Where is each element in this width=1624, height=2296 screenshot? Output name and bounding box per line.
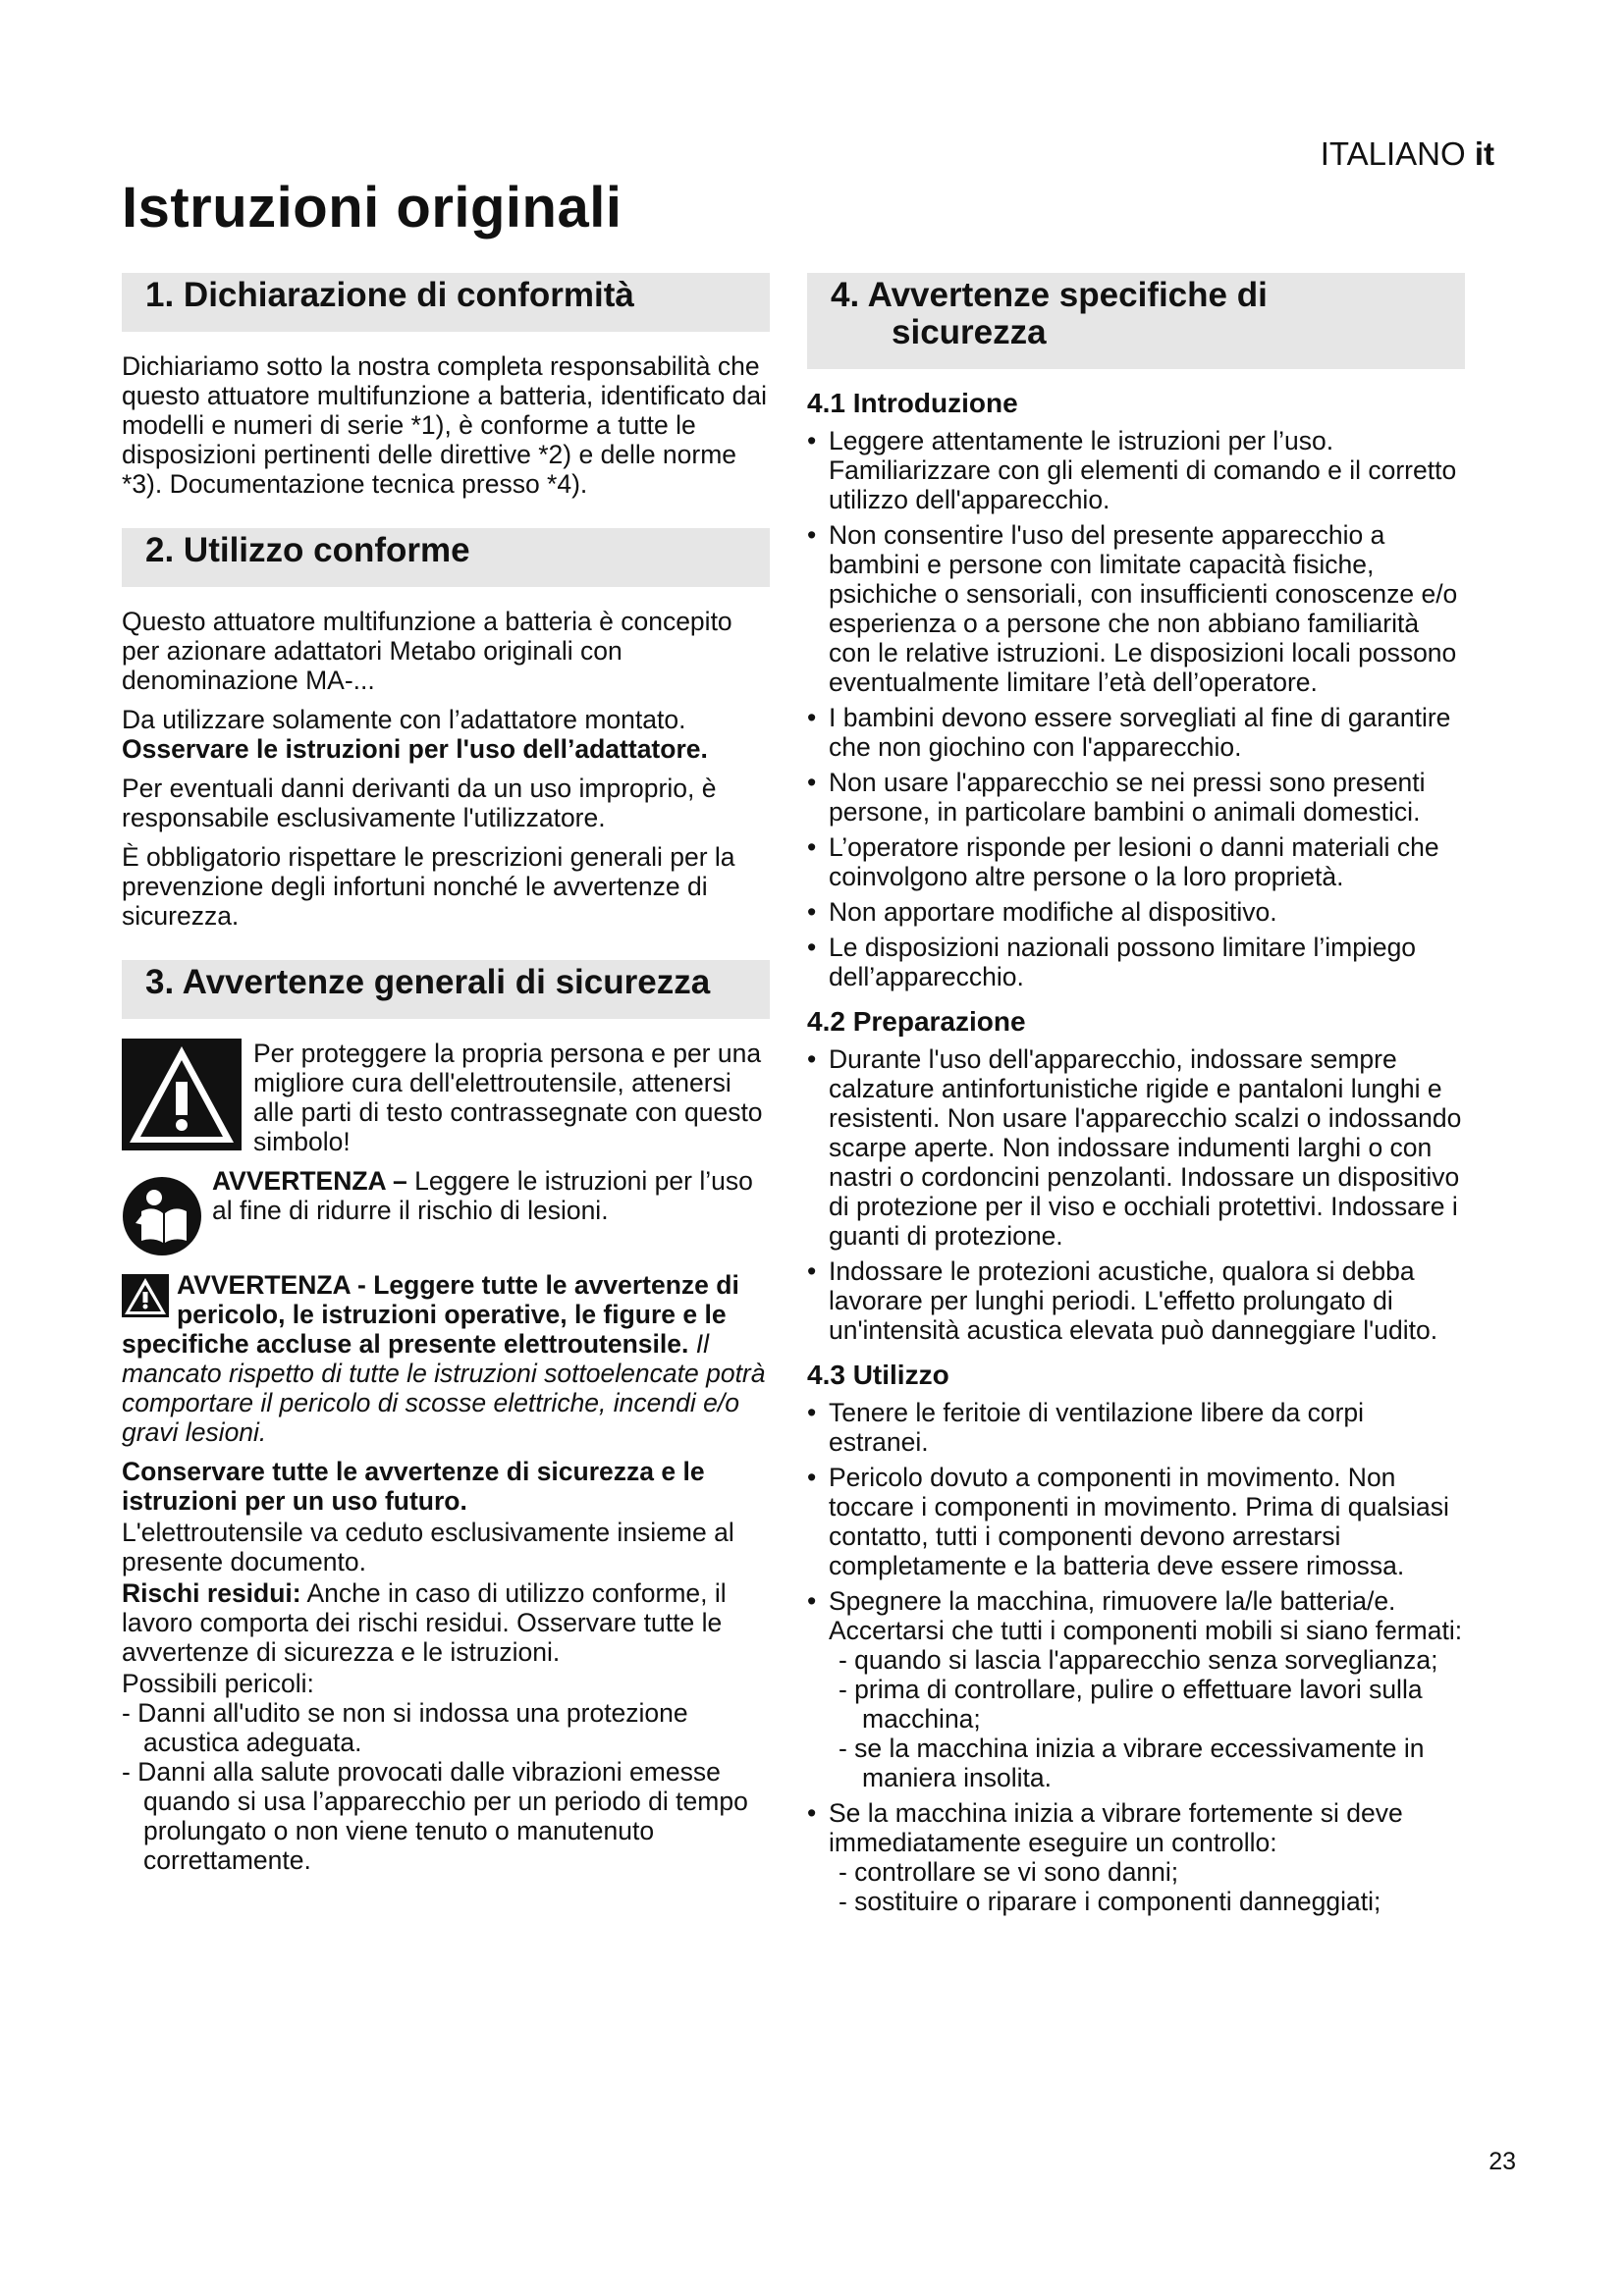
sub-list-item: - se la macchina inizia a vibrare eccessivamente in maniera insolita. bbox=[839, 1734, 1425, 1792]
list-item bbox=[807, 1798, 1465, 1916]
section-2-header: 2. Utilizzo conforme bbox=[122, 528, 770, 587]
adapter-instructions-note: Osservare le istruzioni per l'uso dell’adattatore. bbox=[122, 734, 708, 764]
sub-list-item: - prima di controllare, pulire o effettuare lavori sulla macchina; bbox=[839, 1675, 1423, 1734]
language-tag bbox=[1321, 135, 1494, 173]
sub-list-item: - quando si lascia l'apparecchio senza sorveglianza; bbox=[839, 1645, 1438, 1675]
page-number: 23 bbox=[1489, 2148, 1516, 2175]
read-all-warnings-italic: Il mancato rispetto di tutte le istruzioni sottoelencate potrà comportare il pericolo di scosse elettriche, incendi e/o gravi lesioni. bbox=[122, 1329, 766, 1447]
list-item: • Durante l'uso dell'apparecchio, indossare sempre calzature antinfortunistiche rigide e pantaloni lunghi e resistenti. Non usare l'apparecchio scalzi o indossando scarpe aperte. Non indossare indumenti larghi o con nastri o cordoncini penzolanti. Indossare un dispositivo di protezione per il viso e occhiali protettivi. Indossare i guanti di protezione. bbox=[807, 1044, 1465, 1251]
keep-instructions-bold: Conservare tutte le avvertenze di sicurezza e le istruzioni per un uso futuro. bbox=[122, 1457, 705, 1516]
warning-symbol-text: Per proteggere la propria persona e per una migliore cura dell'elettroutensile, attenersi alle parti di testo contrassegnate con questo simbolo! bbox=[253, 1039, 763, 1156]
warning-triangle-icon bbox=[122, 1039, 242, 1150]
subsection-4-1-title: 4.1 Introduzione bbox=[807, 388, 1018, 418]
section-3-header: 3. Avvertenze generali di sicurezza bbox=[122, 960, 770, 1019]
danger-item: - Danni alla salute provocati dalle vibrazioni emesse quando si usa l’apparecchio per un periodo di tempo prolungato o non viene tenuto o manutenuto correttamente. bbox=[122, 1757, 748, 1875]
language-code: it bbox=[1474, 135, 1494, 172]
subsection-4-2-title: 4.2 Preparazione bbox=[807, 1006, 1026, 1037]
usage-list bbox=[807, 1398, 1465, 1916]
danger-item: - Danni all'udito se non si indossa una protezione acustica adeguata. bbox=[122, 1698, 688, 1757]
left-column bbox=[122, 273, 770, 1875]
section-2-paragraph-3: Per eventuali danni derivanti da un uso improprio, è responsabile esclusivamente l'utilizzatore. bbox=[122, 774, 717, 832]
sub-list-item: - sostituire o riparare i componenti danneggiati; bbox=[839, 1887, 1381, 1916]
list-item: • Leggere attentamente le istruzioni per l’uso. Familiarizzare con gli elementi di comando e il corretto utilizzo dell'apparecchio. bbox=[807, 426, 1465, 514]
section-2-paragraph-1: Questo attuatore multifunzione a batteria è concepito per azionare adattatori Metabo originali con denominazione MA-... bbox=[122, 607, 732, 695]
list-item: • I bambini devono essere sorvegliati al fine di garantire che non giochino con l'apparecchio. bbox=[807, 703, 1465, 762]
manual-warning-body: Leggere le istruzioni per l’uso al fine di ridurre il rischio di lesioni. bbox=[212, 1166, 753, 1225]
preparation-list bbox=[807, 1044, 1465, 1345]
list-item bbox=[807, 1586, 1465, 1792]
section-4-header bbox=[807, 273, 1465, 369]
keep-instructions-text: L'elettroutensile va ceduto esclusivamente insieme al presente documento. bbox=[122, 1518, 734, 1576]
read-all-warnings-bold: AVVERTENZA - Leggere tutte le avvertenze di pericolo, le istruzioni operative, le figure e le specifiche accluse al presente elettroutensile. bbox=[122, 1270, 739, 1359]
possible-dangers-label: Possibili pericoli: bbox=[122, 1669, 314, 1698]
list-item: • Non apportare modifiche al dispositivo. bbox=[807, 897, 1465, 927]
list-item: • Le disposizioni nazionali possono limitare l’impiego dell’apparecchio. bbox=[807, 933, 1465, 991]
manual-warning-text bbox=[212, 1166, 770, 1225]
list-item: • Non usare l'apparecchio se nei pressi sono presenti persone, in particolare bambini o animali domestici. bbox=[807, 768, 1465, 827]
manual-warning-block bbox=[122, 1166, 770, 1256]
residual-risks-label: Rischi residui: bbox=[122, 1578, 301, 1608]
manual-warning-label: AVVERTENZA – bbox=[212, 1166, 407, 1196]
keep-instructions bbox=[122, 1457, 770, 1516]
section-2-paragraph-2 bbox=[122, 705, 770, 764]
list-item: • Indossare le protezioni acustiche, qualora si debba lavorare per lunghi periodi. L'effetto prolungato di un'intensità acustica elevata può danneggiare l'udito. bbox=[807, 1256, 1465, 1345]
list-item: • Tenere le feritoie di ventilazione libere da corpi estranei. bbox=[807, 1398, 1465, 1457]
section-4-title-line-2: sicurezza bbox=[892, 313, 1047, 351]
language-name: ITALIANO bbox=[1320, 135, 1466, 172]
section-2-paragraph-4: È obbligatorio rispettare le prescrizioni generali per la prevenzione degli infortuni nonché le avvertenze di sicurezza. bbox=[122, 842, 735, 931]
right-column bbox=[807, 273, 1465, 1932]
list-item: • Non consentire l'uso del presente apparecchio a bambini e persone con limitate capacità fisiche, psichiche o sensoriali, con insufficienti conoscenze e/o esperienza o a persone che non abbiano familiarità con le relative istruzioni. Le disposizioni locali possono eventualmente limitare l’età dell’operatore. bbox=[807, 520, 1465, 697]
adapter-note: Da utilizzare solamente con l’adattatore montato. bbox=[122, 705, 686, 734]
section-4-title-line-1: 4. Avvertenze specifiche di bbox=[831, 276, 1268, 314]
list-item: • L’operatore risponde per lesioni o danni materiali che coinvolgono altre persone o la loro proprietà. bbox=[807, 832, 1465, 891]
switch-off-text: Spegnere la macchina, rimuovere la/le batteria/e. Accertarsi che tutti i componenti mobili si siano fermati: bbox=[829, 1586, 1463, 1645]
section-1-paragraph: Dichiariamo sotto la nostra completa responsabilità che questo attuatore multifunzione a batteria, identificato dai modelli e numeri di serie *1), è conforme a tutte le disposizioni pertinenti delle direttive *2) e delle norme *3). Documentazione tecnica presso *4). bbox=[122, 351, 768, 499]
sub-list-item: - controllare se vi sono danni; bbox=[839, 1857, 1179, 1887]
introduction-list bbox=[807, 426, 1465, 991]
list-item: • Pericolo dovuto a componenti in movimento. Non toccare i componenti in movimento. Prima di qualsiasi contatto, tutti i componenti devono arrestarsi completamente e la batteria deve essere rimossa. bbox=[807, 1463, 1465, 1580]
section-1-header: 1. Dichiarazione di conformità bbox=[122, 273, 770, 332]
vibration-check-text: Se la macchina inizia a vibrare fortemente si deve immediatamente eseguire un controllo: bbox=[829, 1798, 1403, 1857]
residual-risks-text: Anche in caso di utilizzo conforme, il lavoro comporta dei rischi residui. Osservare tutte le avvertenze di sicurezza e le istruzioni. bbox=[122, 1578, 727, 1667]
read-manual-icon bbox=[122, 1176, 202, 1256]
residual-risks bbox=[122, 1578, 770, 1667]
small-warning-triangle-icon bbox=[122, 1274, 169, 1317]
warning-symbol-block bbox=[122, 1039, 770, 1156]
page-title: Istruzioni originali bbox=[122, 176, 623, 240]
subsection-4-3-title: 4.3 Utilizzo bbox=[807, 1360, 949, 1390]
read-all-warnings bbox=[122, 1270, 770, 1447]
